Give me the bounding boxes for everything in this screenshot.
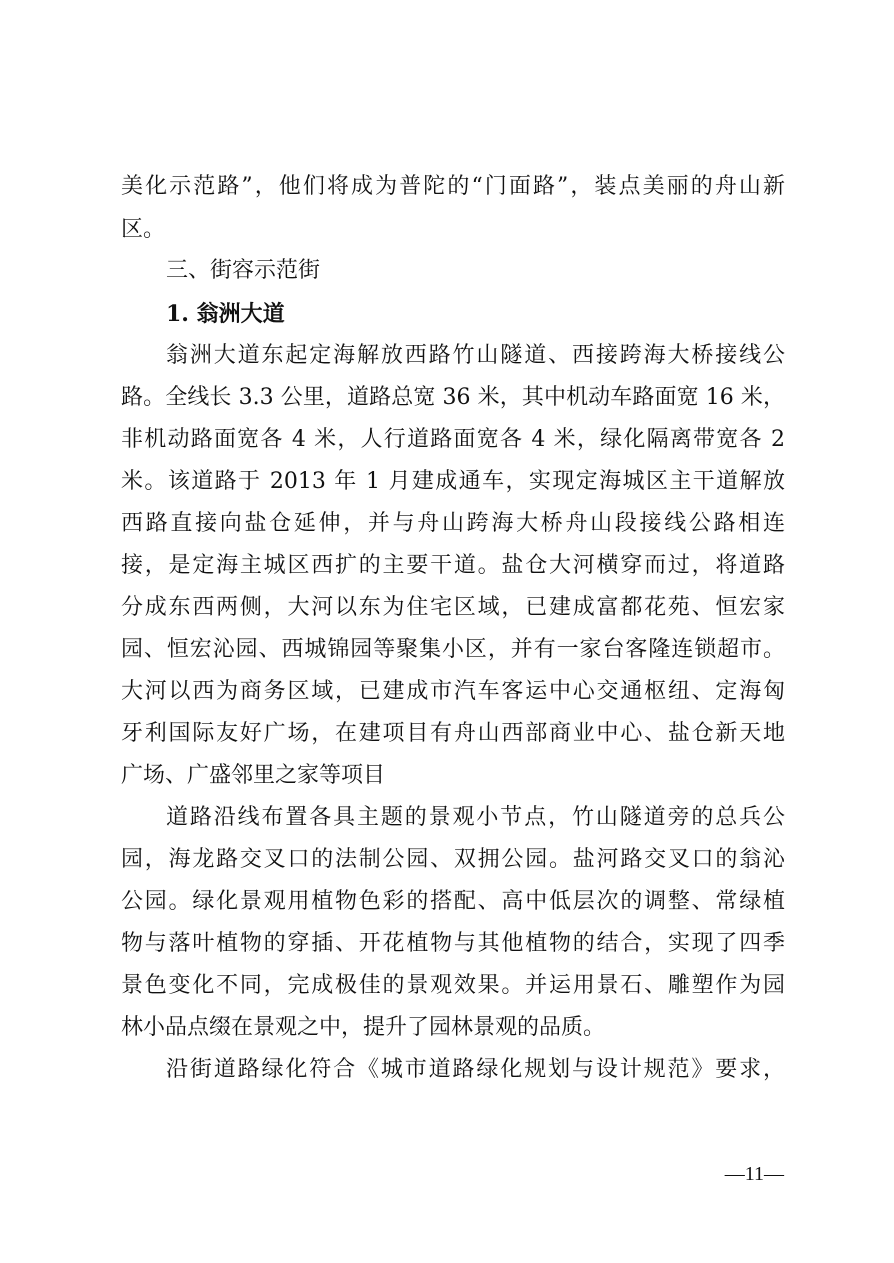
paragraph1-line-5: 西路直接向盐仓延伸，并与舟山跨海大桥舟山段接线公路相连 [121, 511, 785, 536]
paragraph2-line-5: 景色变化不同，完成极佳的景观效果。并运用景石、雕塑作为园 [121, 973, 785, 998]
paragraph1-line-7: 分成东西两侧，大河以东为住宅区域，已建成富都花苑、恒宏家 [121, 595, 785, 620]
paragraph1-line-9: 大河以西为商务区域，已建成市汽车客运中心交通枢纽、定海匈 [121, 679, 785, 704]
paragraph1-line-8: 园、恒宏沁园、西城锦园等聚集小区，并有一家台客隆连锁超市。 [121, 637, 785, 662]
paragraph2-line-1: 道路沿线布置各具主题的景观小节点，竹山隧道旁的总兵公 [166, 805, 785, 830]
subsection-heading: 1. 翁洲大道 [166, 301, 285, 327]
intro-line-2: 区。 [121, 217, 166, 242]
paragraph2-line-3: 公园。绿化景观用植物色彩的搭配、高中低层次的调整、常绿植 [121, 889, 785, 914]
page-number: —11— [724, 1163, 784, 1185]
paragraph3-line-1: 沿街道路绿化符合《城市道路绿化规划与设计规范》要求， [166, 1057, 785, 1082]
paragraph1-line-1: 翁洲大道东起定海解放西路竹山隧道、西接跨海大桥接线公 [166, 343, 785, 368]
paragraph1-line-3: 非机动路面宽各 4 米，人行道路面宽各 4 米，绿化隔离带宽各 2 [121, 427, 785, 452]
paragraph2-line-4: 物与落叶植物的穿插、开花植物与其他植物的结合，实现了四季 [121, 931, 785, 956]
paragraph2-line-2: 园，海龙路交叉口的法制公园、双拥公园。盐河路交叉口的翁沁 [121, 847, 785, 872]
paragraph1-line-6: 接，是定海主城区西扩的主要干道。盐仓大河横穿而过，将道路 [121, 553, 785, 578]
section-heading: 三、街容示范街 [166, 258, 321, 283]
paragraph1-line-10: 牙利国际友好广场，在建项目有舟山西部商业中心、盐仓新天地 [121, 721, 785, 746]
paragraph2-line-6: 林小品点缀在景观之中，提升了园林景观的品质。 [121, 1015, 606, 1040]
intro-line-1: 美化示范路”，他们将成为普陀的“门面路”，装点美丽的舟山新 [121, 174, 785, 199]
paragraph1-line-2: 路。全线长 3.3 公里，道路总宽 36 米，其中机动车路面宽 16 米， [121, 385, 785, 410]
paragraph1-line-11: 广场、广盛邻里之家等项目 [121, 763, 386, 788]
paragraph1-line-4: 米。该道路于 2013 年 1 月建成通车，实现定海城区主干道解放 [121, 469, 785, 494]
